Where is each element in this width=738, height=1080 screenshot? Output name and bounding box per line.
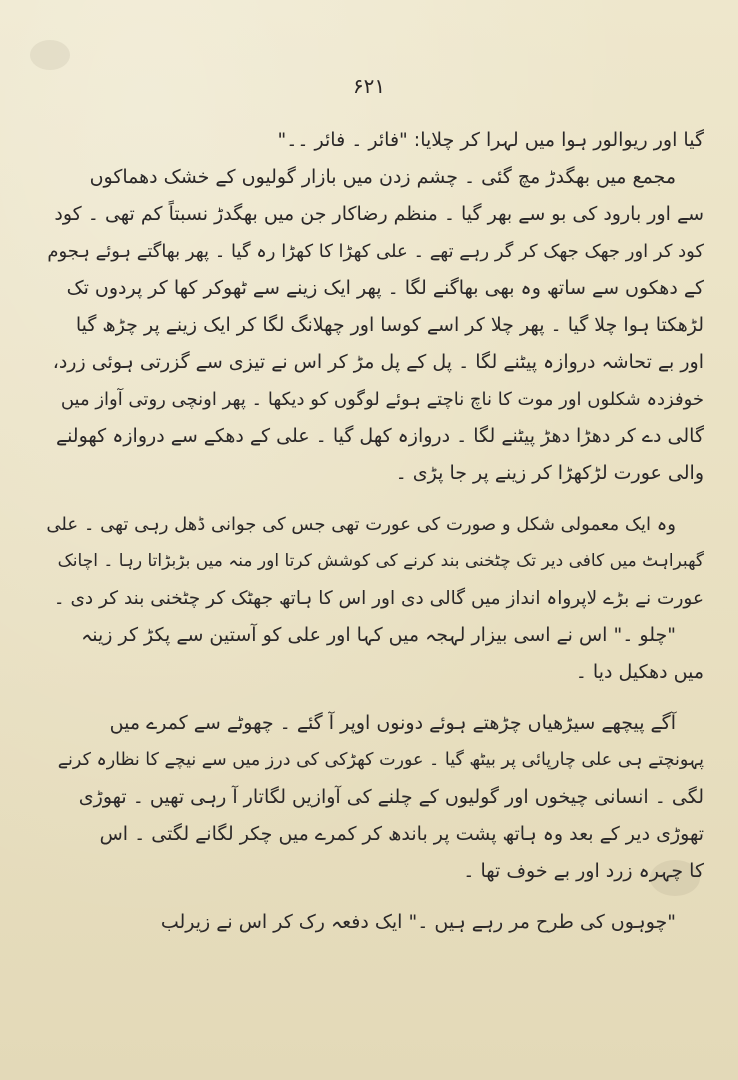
text-line: سے اور بارود کی بو سے بھر گیا ۔ منظم رضاکار جن میں بھگدڑ نسبتاً کم تھی ۔ کود <box>54 203 704 225</box>
text-line: خوفزدہ شکلوں اور موت کا ناچ ناچتے ہوئے لوگوں کو دیکھا ۔ پھر اونچی روتی آواز میں <box>60 389 704 410</box>
text-line: "چلو ۔" اس نے اسی بیزار لہجہ میں کہا اور علی کو آستین سے پکڑ کر زینہ <box>81 624 676 646</box>
text-line: میں دھکیل دیا ۔ <box>575 661 704 683</box>
text-line: گھبراہٹ میں کافی دیر تک چٹخنی بند کرنے کی کوشش کرتا اور منہ میں بڑبڑاتا رہا ۔ اچانک <box>57 551 704 571</box>
text-line: کود کر اور جھک جھک کر گر رہے تھے ۔ علی کھڑا کا کھڑا رہ گیا ۔ پھر بھاگتے ہوئے ہجوم <box>47 241 704 262</box>
text-line: اور بے تحاشہ دروازہ پیٹنے لگا ۔ پل کے پل مڑ کر اس نے تیزی سے گزرتی ہوئی زرد، <box>52 351 704 373</box>
text-line: آگے پیچھے سیڑھیاں چڑھتے ہوئے دونوں اوپر آ گئے ۔ چھوٹے سے کمرے میں <box>109 712 676 734</box>
text-line: کا چہرہ زرد اور بے خوف تھا ۔ <box>463 860 704 882</box>
text-line: گیا اور ریوالور ہوا میں لہرا کر چلایا: "فائر ۔ فائر ۔۔" <box>277 129 704 151</box>
text-line: گالی دے کر دھڑا دھڑ پیٹنے لگا ۔ دروازہ کھل گیا ۔ علی کے دھکے سے دروازہ کھولنے <box>55 425 704 447</box>
text-line: عورت نے بڑے لاپرواہ انداز میں گالی دی اور اس کا ہاتھ جھٹک کر چٹخنی بند کر دی ۔ <box>53 588 704 609</box>
text-line: وہ ایک معمولی شکل و صورت کی عورت تھی جس کی جوانی ڈھل رہی تھی ۔ علی <box>46 514 676 535</box>
text-line: کے دھکوں سے ساتھ وہ بھی بھاگنے لگا ۔ پھر ایک زینے سے ٹھوکر کھا کر پردوں تک <box>66 277 704 299</box>
page-number: ۶۲۱ <box>352 74 386 98</box>
text-line: لگی ۔ انسانی چیخوں اور گولیوں کے چلنے کی آوازیں لگاتار آ رہی تھیں ۔ تھوڑی <box>78 786 704 808</box>
text-line: "چوہوں کی طرح مر رہے ہیں ۔" ایک دفعہ رک کر اس نے زیرلب <box>160 911 676 933</box>
handwritten-text-body <box>44 122 704 941</box>
text-line: پہونچتے ہی علی چارپائی پر بیٹھ گیا ۔ عورت کھڑکی کی درز میں سے نیچے کا نظارہ کرنے <box>57 750 704 770</box>
paper-stain <box>30 40 70 70</box>
text-line: تھوڑی دیر کے بعد وہ ہاتھ پشت پر باندھ کر کمرے میں چکر لگانے لگتی ۔ اس <box>99 823 704 845</box>
text-line: مجمع میں بھگدڑ مچ گئی ۔ چشم زدن میں بازار گولیوں کے خشک دھماکوں <box>89 166 676 188</box>
text-line: والی عورت لڑکھڑا کر زینے پر جا پڑی ۔ <box>395 462 704 484</box>
text-line: لڑھکتا ہوا چلا گیا ۔ پھر چلا کر اسے کوسا اور چھلانگ لگا کر ایک زینے پر چڑھ گیا <box>75 314 704 336</box>
